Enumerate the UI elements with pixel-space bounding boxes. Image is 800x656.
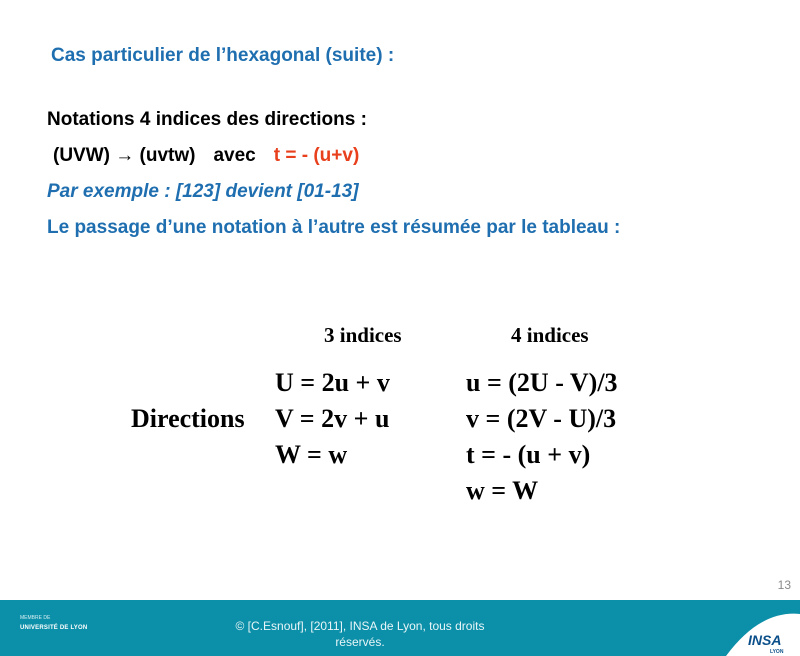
table-intro: Le passage d’une notation à l’autre est résumée par le tableau : — [47, 217, 621, 238]
uni-logo-small-text: MEMBRE DE — [20, 615, 51, 621]
four-index-eq-v: v = (2V - U)/3 — [466, 404, 617, 433]
four-index-eq-u: u = (2U - V)/3 — [466, 368, 618, 397]
four-index-eq-w: w = W — [466, 476, 539, 505]
three-index-eq-u: U = 2u + v — [275, 368, 390, 397]
notation-heading: Notations 4 indices des directions : — [47, 109, 367, 130]
example-line: Par exemple : [123] devient [01-13] — [47, 181, 359, 202]
footer-bar — [0, 600, 800, 656]
header-3-indices: 3 indices — [324, 323, 402, 347]
copyright-line-2: réservés. — [335, 635, 385, 649]
four-index-eq-t: t = - (u + v) — [466, 440, 591, 469]
three-index-eq-v: V = 2v + u — [275, 404, 390, 433]
avec-word: avec — [213, 145, 256, 166]
notation-mapping: (UVW) → (uvtw) — [53, 145, 196, 166]
page-number: 13 — [777, 578, 791, 592]
insa-logo-sub: LYON — [770, 649, 784, 655]
three-index-eq-w: W = w — [275, 440, 348, 469]
t-formula: t = - (u+v) — [273, 145, 360, 166]
row-label-directions: Directions — [131, 404, 245, 433]
copyright-line-1: © [C.Esnouf], [2011], INSA de Lyon, tous droits — [235, 619, 485, 633]
universite-de-lyon-logo — [20, 615, 90, 641]
insa-logo-text: INSA — [748, 632, 782, 648]
header-4-indices: 4 indices — [511, 323, 589, 347]
notation-formula — [53, 145, 359, 167]
copyright-text — [200, 618, 520, 650]
slide-title: Cas particulier de l’hexagonal (suite) : — [51, 45, 395, 66]
insa-logo-icon — [720, 608, 800, 656]
uni-logo-name: UNIVERSITÉ DE LYON — [20, 625, 88, 631]
